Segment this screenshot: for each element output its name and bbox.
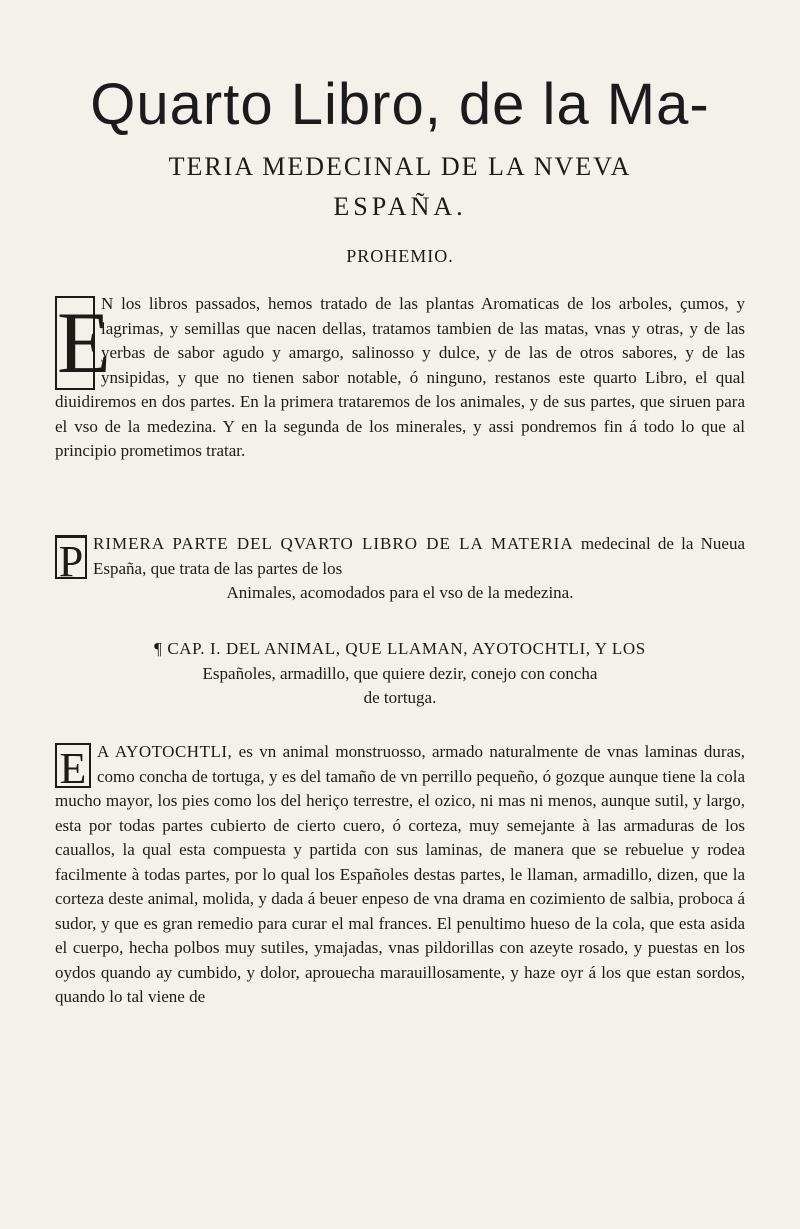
chapter-heading-line-1: ¶ CAP. I. DEL ANIMAL, QUE LLAMAN, AYOTOCHTLI, Y LOS: [154, 639, 646, 658]
paragraph-text: es vn animal monstruosso, armado naturalmente de vnas laminas duras, como concha de tortuga, y es del tamaño de vn perrillo pequeño, ó gozque aunque tiene la cola mucho mayor, los pies como los del heriço terrestre, el ozico, ni mas ni menos, aunque sutil, y largo, esta por todas partes cubierto de cierto cuero, ó corteza, muy semejante à las armaduras de los cauallos, la qual esta compuesta y partida con sus laminas, de manera que se rebuelue y rodea facilmente à todas partes, por lo qual los Españoles destas partes, le llaman, armadillo, dizen, que la corteza deste animal, molida, y dada á beuer enpeso de vna drama en cozimiento de salbia, proboca á sudor, y que es gran remedio para curar el mal frances. El penultimo hueso de la cola, que esta asida el cuerpo, hecha polbos muy sutiles, ymajadas, vnas pildorillas con azeyte rosado, y puestas en los oydos quando ay cumbido, y dolor, aprouecha marauillosamente, y haze oyr á los que estan sordos, quando lo tal viene de: [55, 742, 745, 1006]
page-title: Quarto Libro, de la Ma-: [90, 72, 710, 137]
paragraph-lead: A AYOTOCHTLI,: [97, 742, 233, 761]
paragraph-ayotochtli: [55, 740, 745, 1010]
chapter-heading-line-2: Españoles, armadillo, que quiere dezir, conejo con concha: [202, 663, 598, 683]
paragraph-primera-parte: [55, 532, 745, 606]
paragraph-text: N los libros passados, hemos tratado de las plantas Aromaticas de los arboles, çumos, y lagrimas, y semillas que nacen dellas, tratamos tambien de las matas, vnas y otras, y de las yerbas de sabor agudo y amargo, salinosso y dulce, y de las de otros sabores, y de las ynsipidas, y que no tienen sabor notable, ó ninguno, restanos este quarto Libro, el qual diuidiremos en dos partes. En la primera trataremos de los animales, y de sus partes, que siruen para el vso de la medezina. Y en la segunda de los minerales, y assi pondremos fin á todo lo que al principio prometimos tratar.: [55, 294, 745, 460]
subtitle-line-1: TERIA MEDECINAL DE LA NVEVA: [168, 152, 632, 181]
part-heading: RIMERA PARTE DEL QVARTO LIBRO DE LA MATERIA: [93, 534, 574, 553]
drop-cap-letter: E: [57, 295, 111, 392]
section-heading-prohemio: PROHEMIO.: [346, 246, 454, 266]
drop-cap-letter: P: [55, 535, 87, 579]
chapter-heading-line-3: de tortuga.: [363, 688, 437, 707]
paragraph-last-line: Animales, acomodados para el vso de la medezina.: [226, 583, 574, 602]
drop-cap-letter: E: [55, 743, 91, 788]
paragraph-prohemio: [55, 292, 745, 464]
chapter-heading: [55, 637, 745, 711]
subtitle-line-2: ESPAÑA.: [333, 192, 467, 221]
paragraph-text: medecinal de la Nueua España, que trata de las partes de los: [93, 534, 745, 578]
